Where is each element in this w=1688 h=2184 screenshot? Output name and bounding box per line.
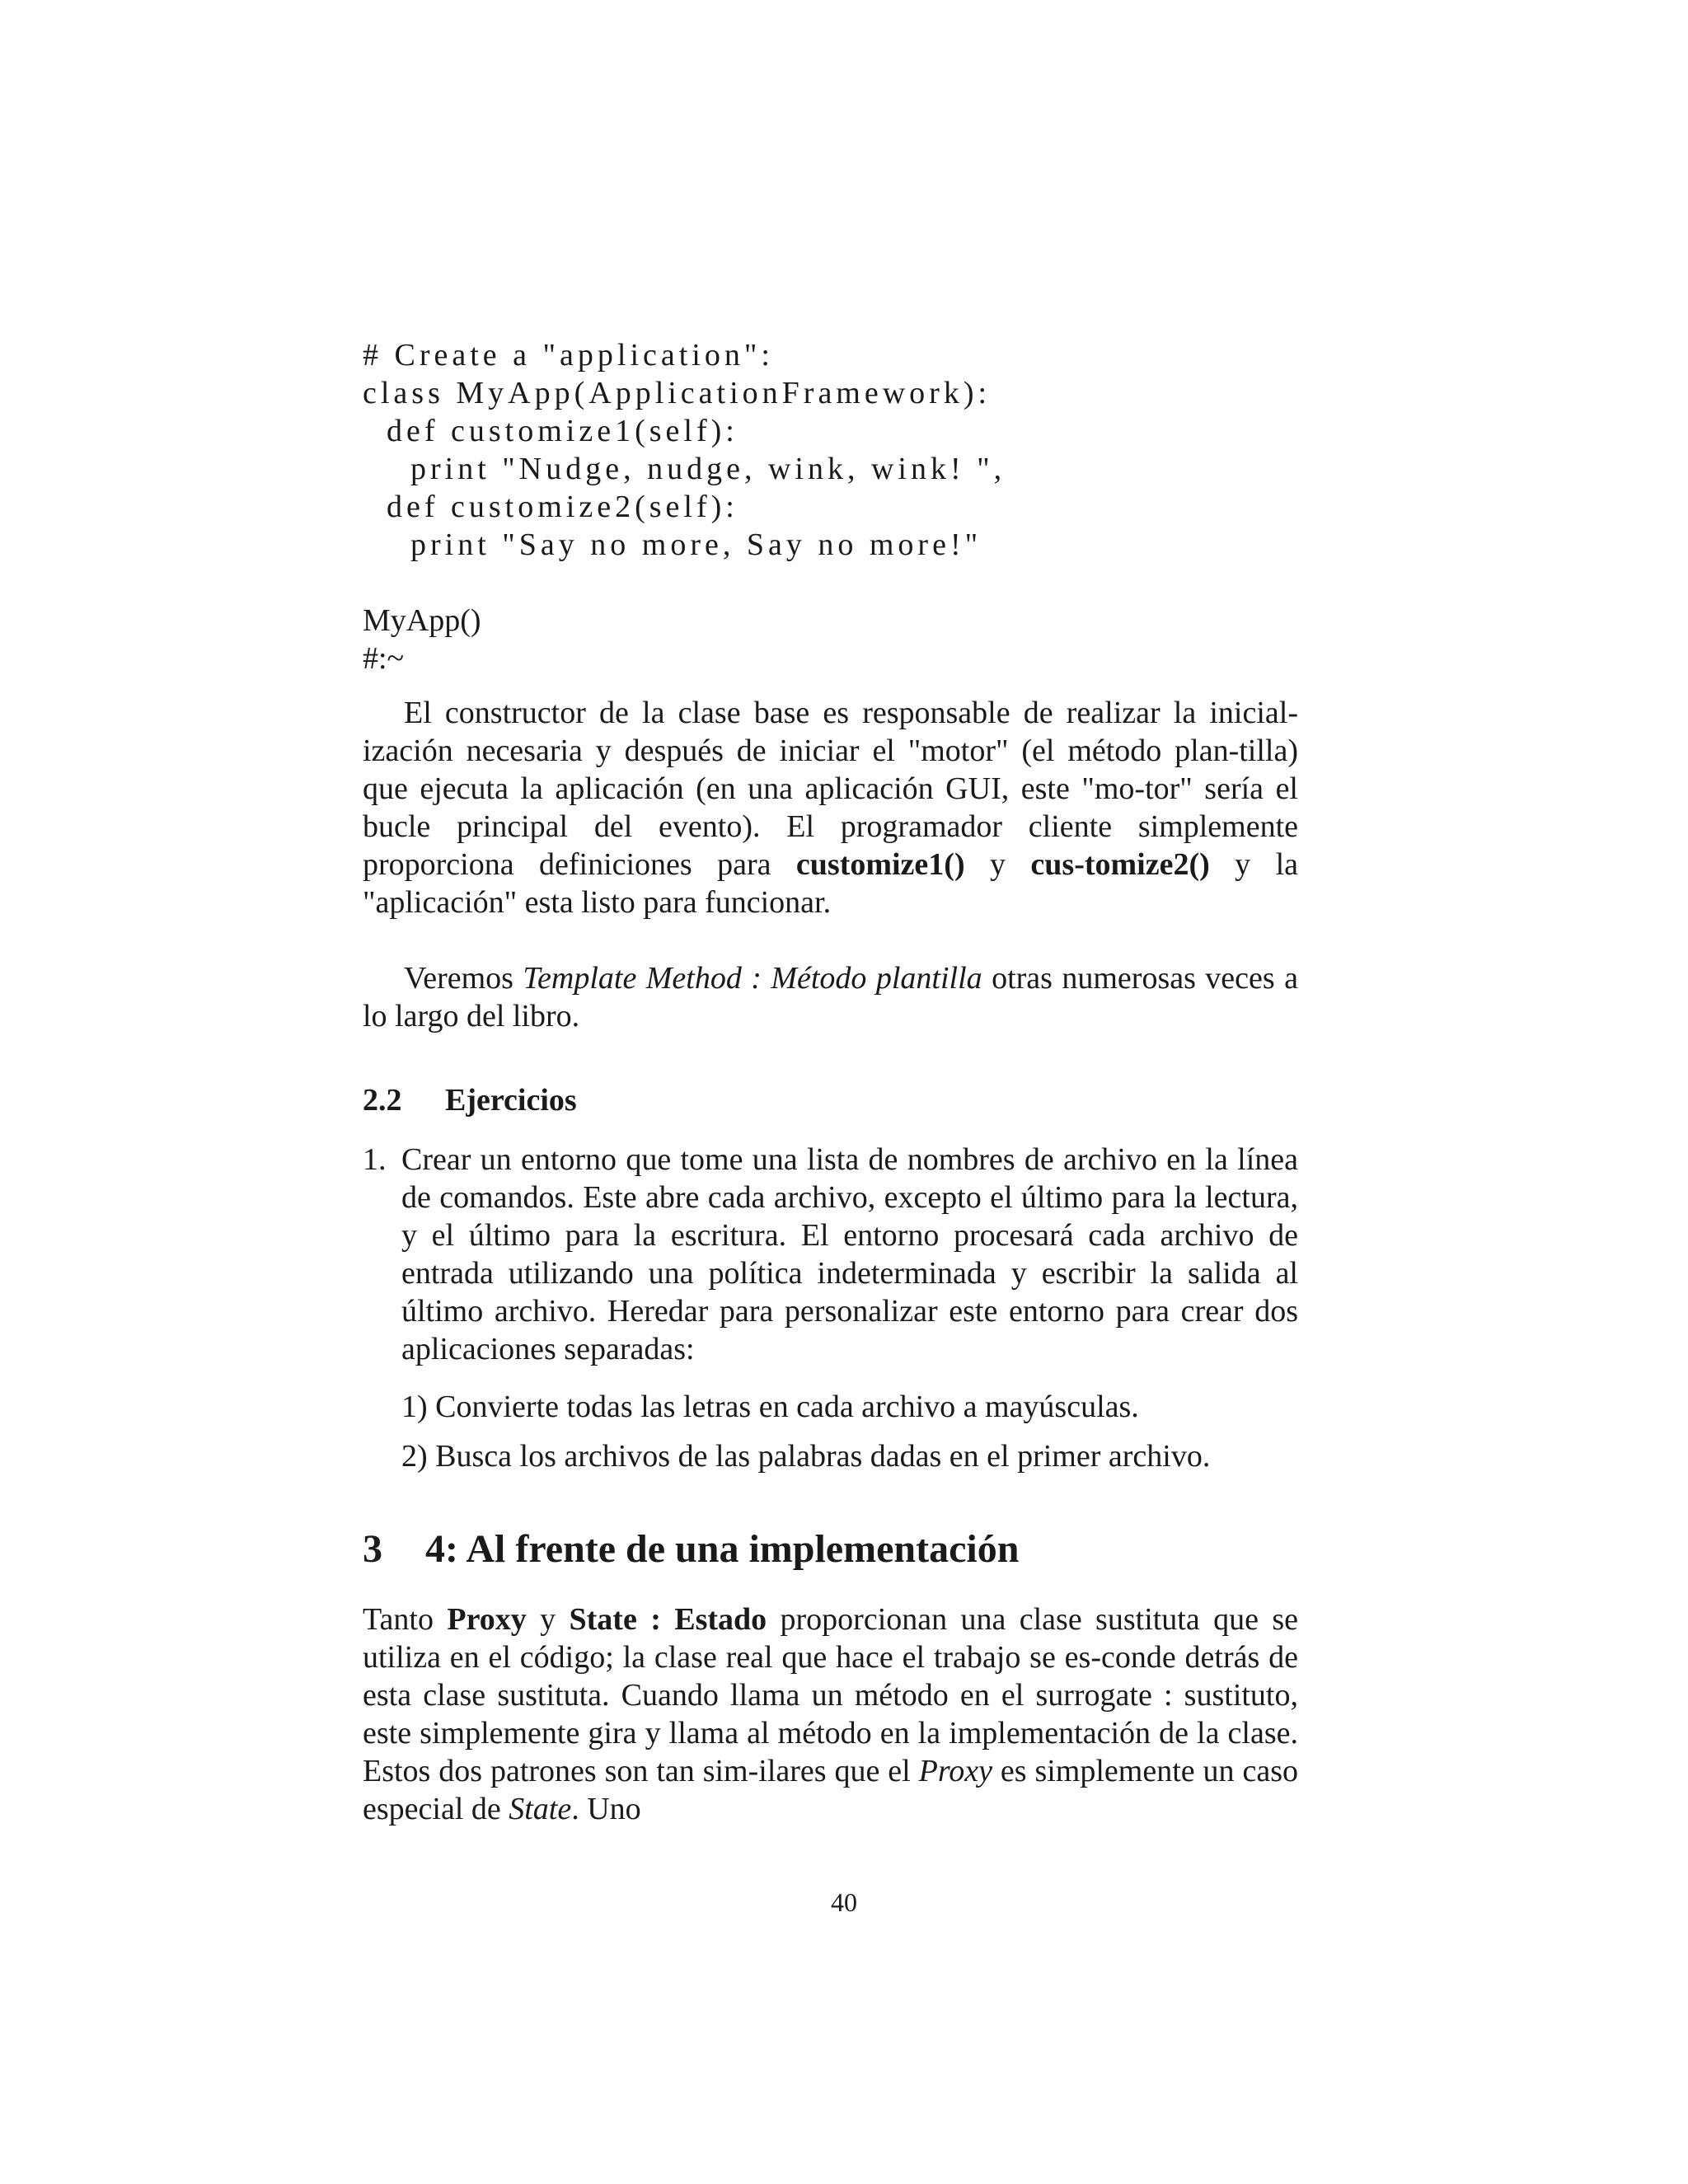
para2-text-b: otras numerosas veces a lo largo del libro.	[363, 961, 1298, 1033]
para1-text-d: y la "aplicación" esta listo para funcionar.	[363, 847, 1299, 920]
exercise-item-1	[363, 1141, 1298, 1368]
section-title: 4: Al frente de una implementación	[425, 1527, 1020, 1571]
code-call-line: MyApp()	[363, 603, 481, 638]
para1-text-a: El constructor de la clase base es responsable de realizar la inicial-ización necesaria y después de iniciar el "motor" (el método plan-tilla) que ejecuta la aplicación (en una aplicación GUI, este "mo-tor" sería el bucle principal del evento). El programador cliente simplemente proporciona definiciones para	[363, 696, 1298, 882]
code-end-marker: #:~	[363, 641, 405, 676]
section-title: Ejercicios	[445, 1083, 577, 1118]
code-line-6: print "Say no more, Say no more!"	[363, 527, 982, 562]
section-heading-2-2	[363, 1081, 577, 1119]
paragraph-constructor	[363, 694, 1298, 921]
para1-bold-customize2: cus-tomize2()	[1030, 847, 1210, 882]
exercise-subitem-1: 1) Convierte todas las letras en cada archivo a mayúsculas.	[401, 1390, 1139, 1424]
paragraph-template-method	[363, 959, 1298, 1035]
para1-bold-customize1: customize1()	[795, 847, 965, 882]
code-line-1: # Create a "application":	[363, 338, 774, 373]
para3-italic-state: State	[509, 1792, 572, 1826]
paragraph-text	[363, 694, 1298, 921]
para3-italic-proxy: Proxy	[918, 1754, 992, 1788]
para2-text-a: Veremos	[404, 961, 523, 996]
page-number: 40	[831, 1887, 857, 1917]
paragraph-text	[363, 959, 1298, 1035]
code-line-3: def customize1(self):	[363, 414, 738, 448]
code-line-5: def customize2(self):	[363, 490, 738, 524]
para3-text-a: Tanto	[363, 1602, 448, 1637]
section-number: 3	[363, 1527, 382, 1571]
para2-italic-template-method: Template Method : Método plantilla	[523, 961, 982, 996]
code-line-2: class MyApp(ApplicationFramework):	[363, 376, 992, 410]
paragraph-proxy-state	[363, 1601, 1298, 1828]
paragraph-text	[363, 1601, 1298, 1828]
para3-text-f: . Uno	[571, 1792, 641, 1826]
code-line-4: print "Nudge, nudge, wink, wink! ",	[363, 452, 1006, 486]
para3-bold-state: State : Estado	[569, 1602, 767, 1637]
exercise-subitem-2: 2) Busca los archivos de las palabras dadas en el primer archivo.	[401, 1439, 1211, 1474]
para1-text-c: y	[964, 847, 1031, 882]
para3-text-c: y	[526, 1602, 570, 1637]
section-heading-3	[363, 1526, 1019, 1572]
list-marker: 1.	[363, 1142, 387, 1177]
section-number: 2.2	[363, 1083, 402, 1118]
para3-text-e: es simplemente un caso especial de	[363, 1754, 1299, 1826]
exercise-text: Crear un entorno que tome una lista de nombres de archivo en la línea de comandos. Este abre cada archivo, excepto el último para la lectura, y el último para la escritura. El entorno procesará cada archivo de entrada utilizando una política indeterminada y escribir la salida al último archivo. Heredar para personalizar este entorno para crear dos aplicaciones separadas:	[401, 1142, 1298, 1366]
para3-text-d: proporcionan una clase sustituta que se utiliza en el código; la clase real que hace el trabajo se es-conde detrás de esta clase sustituta. Cuando llama un método en el surrogate : sustituto, este simplemente gira y llama al método en la implementación de la clase. Estos dos patrones son tan sim-ilares que el	[363, 1602, 1299, 1788]
para3-bold-proxy: Proxy	[447, 1602, 527, 1637]
